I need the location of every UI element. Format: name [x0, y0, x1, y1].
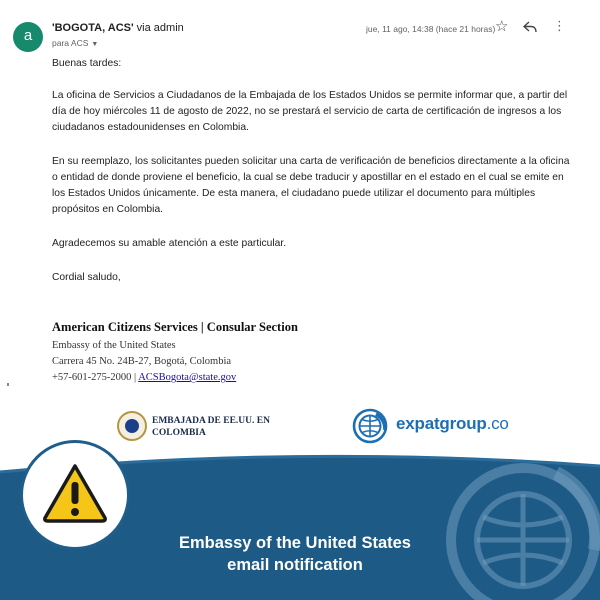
sender-avatar[interactable]: a	[13, 22, 43, 52]
divider-mark	[7, 383, 9, 386]
expat-logo-suffix: .co	[486, 414, 509, 433]
email-closing: Cordial saludo,	[52, 272, 121, 283]
chevron-down-icon[interactable]: ▼	[91, 41, 99, 48]
sender-via: via admin	[133, 22, 184, 34]
email-greeting: Buenas tardes:	[52, 58, 122, 69]
expat-globe-icon	[352, 408, 388, 444]
email-date: jue, 11 ago, 14:38 (hace 21 horas)	[366, 24, 496, 34]
signature-title: American Citizens Services | Consular Section	[52, 320, 298, 334]
sender-name[interactable]: 'BOGOTA, ACS'	[52, 22, 134, 34]
recipient: para ACS	[52, 38, 89, 48]
embassy-logo-line-2: COLOMBIA	[152, 428, 206, 438]
recipient-line[interactable]	[52, 38, 98, 48]
star-icon[interactable]: ☆	[495, 18, 509, 35]
email-paragraph-3: Agradecemos su amable atención a este particular.	[52, 238, 287, 249]
reply-icon[interactable]	[523, 21, 537, 33]
signature-embassy: Embassy of the United States	[52, 340, 176, 351]
email-paragraph-1: La oficina de Servicios a Ciudadanos de la Embajada de los Estados Unidos se permite informar que, a partir del día de hoy miércoles 11 de agosto de 2022, no se prestará el servicio de carta de certificación de ingresos a los ciudadanos estadounidenses en Colombia.	[52, 90, 568, 133]
warning-triangle-icon	[41, 462, 109, 524]
seal-center	[125, 419, 139, 433]
embassy-logo-text	[152, 415, 270, 439]
expatgroup-logo-text	[396, 414, 509, 434]
signature-email-link[interactable]: ACSBogota@state.gov	[138, 372, 237, 383]
sender-line	[52, 22, 184, 34]
signature-contact	[52, 372, 236, 383]
banner-headline-line-2: email notification	[227, 556, 363, 574]
email-paragraph-2: En su reemplazo, los solicitantes pueden solicitar una carta de verificación de beneficios directamente a la oficina o entidad de donde proviene el beneficio, la cual se debe traducir y apostillar en el estado en el cual se emite en los Estados Unidos únicamente. De esta manera, el ciudadano puede utilizar el documento para múltiples propósitos en Colombia.	[52, 156, 570, 215]
signature-phone: +57-601-275-2000 |	[52, 372, 139, 383]
banner-headline-line-1: Embassy of the United States	[179, 534, 411, 552]
more-options-icon[interactable]: ⋮	[553, 18, 566, 33]
signature-address: Carrera 45 No. 24B-27, Bogotá, Colombia	[52, 356, 232, 367]
embassy-logo-line-1: EMBAJADA DE EE.UU. EN	[152, 416, 270, 426]
embassy-seal-icon	[117, 411, 147, 441]
decorative-globe-icon	[438, 455, 600, 600]
expat-logo-main: expatgroup	[396, 414, 487, 433]
